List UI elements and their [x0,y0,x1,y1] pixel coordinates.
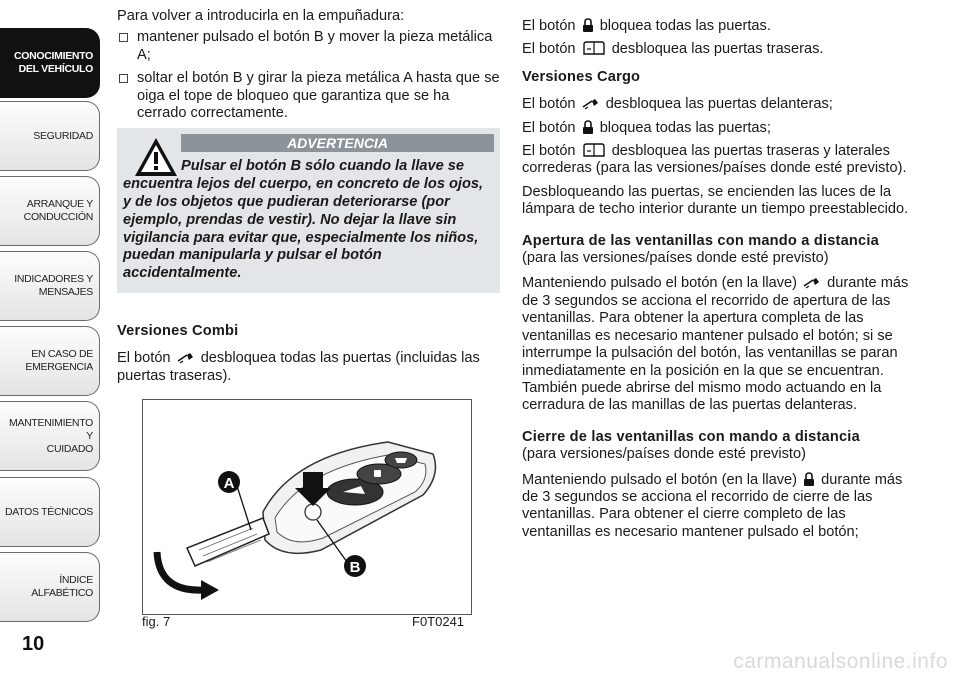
tab-label-line2: DEL VEHÍCULO [18,63,93,75]
text-run: El botón [522,143,576,160]
tab-label-line2: CUIDADO [46,442,93,455]
tab-label-line1: INDICADORES Y [14,273,93,285]
rear-doors-icon [582,41,606,56]
text-run: durante más de 3 segundos se acciona el recorrido de cierre de las ventanillas. Para obtener el cierre completo de las ventanillas es necesario mantener pulsado el botón; [522,471,903,540]
list-item: mantener pulsado el botón B y mover la pieza metálica A; [117,29,500,64]
open-windows-heading: Apertura de las ventanillas con mando a distancia [522,232,879,249]
tab-indicadores-y-mensajes[interactable] [0,251,100,321]
key-unlock-icon [803,276,821,290]
text-run: desbloquea las puertas delanteras; [605,96,833,113]
tab-label-line2: ÍNDICE ALFABÉTICO [31,574,93,599]
list-item: soltar el botón B y girar la pieza metálica A hasta que se oiga el tope de bloqueo que garantiza que se ha cerrado correctamente. [117,70,500,122]
text-run: El botón [522,119,576,136]
tab-label-line2: EMERGENCIA [25,361,93,373]
paragraph: (para versiones/países donde esté previsto) [522,446,806,463]
tab-label-line1: MANTENIMIENTO Y [9,416,93,442]
tab-label-line1: ARRANQUE Y [26,198,93,210]
key-unlock-icon [177,351,195,365]
text-run: Manteniendo pulsado el botón (en la llave) [522,275,798,292]
padlock-icon [582,120,594,135]
intro-paragraph: Para volver a introducirla en la empuñadura: [117,8,405,24]
text-run: Manteniendo pulsado el botón (en la llave) [522,471,798,488]
callout-b: B [349,559,361,576]
text-run: desbloquea todas las puertas (incluidas las puertas traseras). [117,350,480,384]
text-run: desbloquea las puertas traseras. [611,41,824,58]
paragraph [522,472,912,542]
combi-heading: Versiones Combi [117,323,239,340]
warning-heading: ADVERTENCIA [181,134,494,152]
tab-label-line2: SEGURIDAD [33,129,93,142]
cargo-heading: Versiones Cargo [522,68,641,85]
padlock-icon [803,472,815,487]
paragraph: (para las versiones/países donde esté previsto) [522,250,829,267]
warning-triangle-icon [133,136,179,178]
tab-label-line1: EN CASO DE [31,348,93,360]
callout-a: A [223,475,235,492]
figure-key-illustration [142,399,472,615]
paragraph [522,275,912,414]
text-run: bloquea todas las puertas. [599,18,771,34]
rear-doors-icon [582,143,606,158]
tab-label-line1: CONOCIMIENTO [13,50,93,62]
warning-text: Pulsar el botón B sólo cuando la llave se encuentra lejos del cuerpo, en concreto de los ojos, y de los objetos que pudieran deteriorarse (por ejemplo, prendas de vestir). No dejar la llave sin vigilancia para evitar que, especialmente los niños, puedan manipularla y pulsar el botón accidentalmente. [123,158,484,282]
combi-paragraph [117,350,500,385]
text-run: El botón [522,41,576,58]
tab-datos-tecnicos[interactable] [0,477,100,547]
paragraph [522,41,912,58]
close-windows-heading: Cierre de las ventanillas con mando a distancia [522,428,860,445]
text-run: desbloquea las puertas traseras y laterales correderas (para las versiones/países donde esté previsto). [522,143,907,177]
watermark: carmanualsonline.info [733,650,948,673]
tab-label-line2: DATOS TÉCNICOS [5,505,93,518]
warning-box [117,128,500,293]
padlock-icon [582,18,594,33]
figure-label: fig. 7 [142,614,171,629]
paragraph [522,143,912,178]
tab-indice-alfabetico[interactable] [0,552,100,622]
text-run: El botón [522,18,576,34]
page-number: 10 [22,633,45,655]
paragraph [522,96,912,113]
text-run: El botón [117,350,171,367]
tab-seguridad[interactable] [0,101,100,171]
text-run: durante más de 3 segundos se acciona el recorrido de apertura de las ventanillas. Para obtener la apertura completa de las ventanillas es necesario mantener pulsado el botón; si se interrumpe la pulsación del botón, las ventanillas se paran inmediatamente en la posición en la que se encuentran. También puede abrirse del mismo modo actuando en la cerradura de las manillas de las puertas delanteras. [522,275,909,414]
right-column [522,18,912,551]
tab-arranque-y-conduccion[interactable] [0,176,100,246]
tab-conocimiento-del-vehiculo[interactable] [0,28,100,98]
tab-label-line2: MENSAJES [38,286,93,298]
tab-mantenimiento-y-cuidado[interactable] [0,401,100,471]
tab-en-caso-de-emergencia[interactable] [0,326,100,396]
tab-label-line2: CONDUCCIÓN [23,211,93,223]
key-illustration [143,400,471,614]
key-unlock-icon [582,97,600,111]
section-sidebar [0,0,104,678]
paragraph [522,18,912,35]
figure-code: F0T0241 [412,614,465,629]
paragraph: Desbloqueando las puertas, se encienden las luces de la lámpara de techo interior durante un tiempo preestablecido. [522,183,909,218]
paragraph [522,120,912,137]
text-run: El botón [522,96,576,113]
text-run: bloquea todas las puertas; [599,119,771,136]
left-column [117,8,500,395]
